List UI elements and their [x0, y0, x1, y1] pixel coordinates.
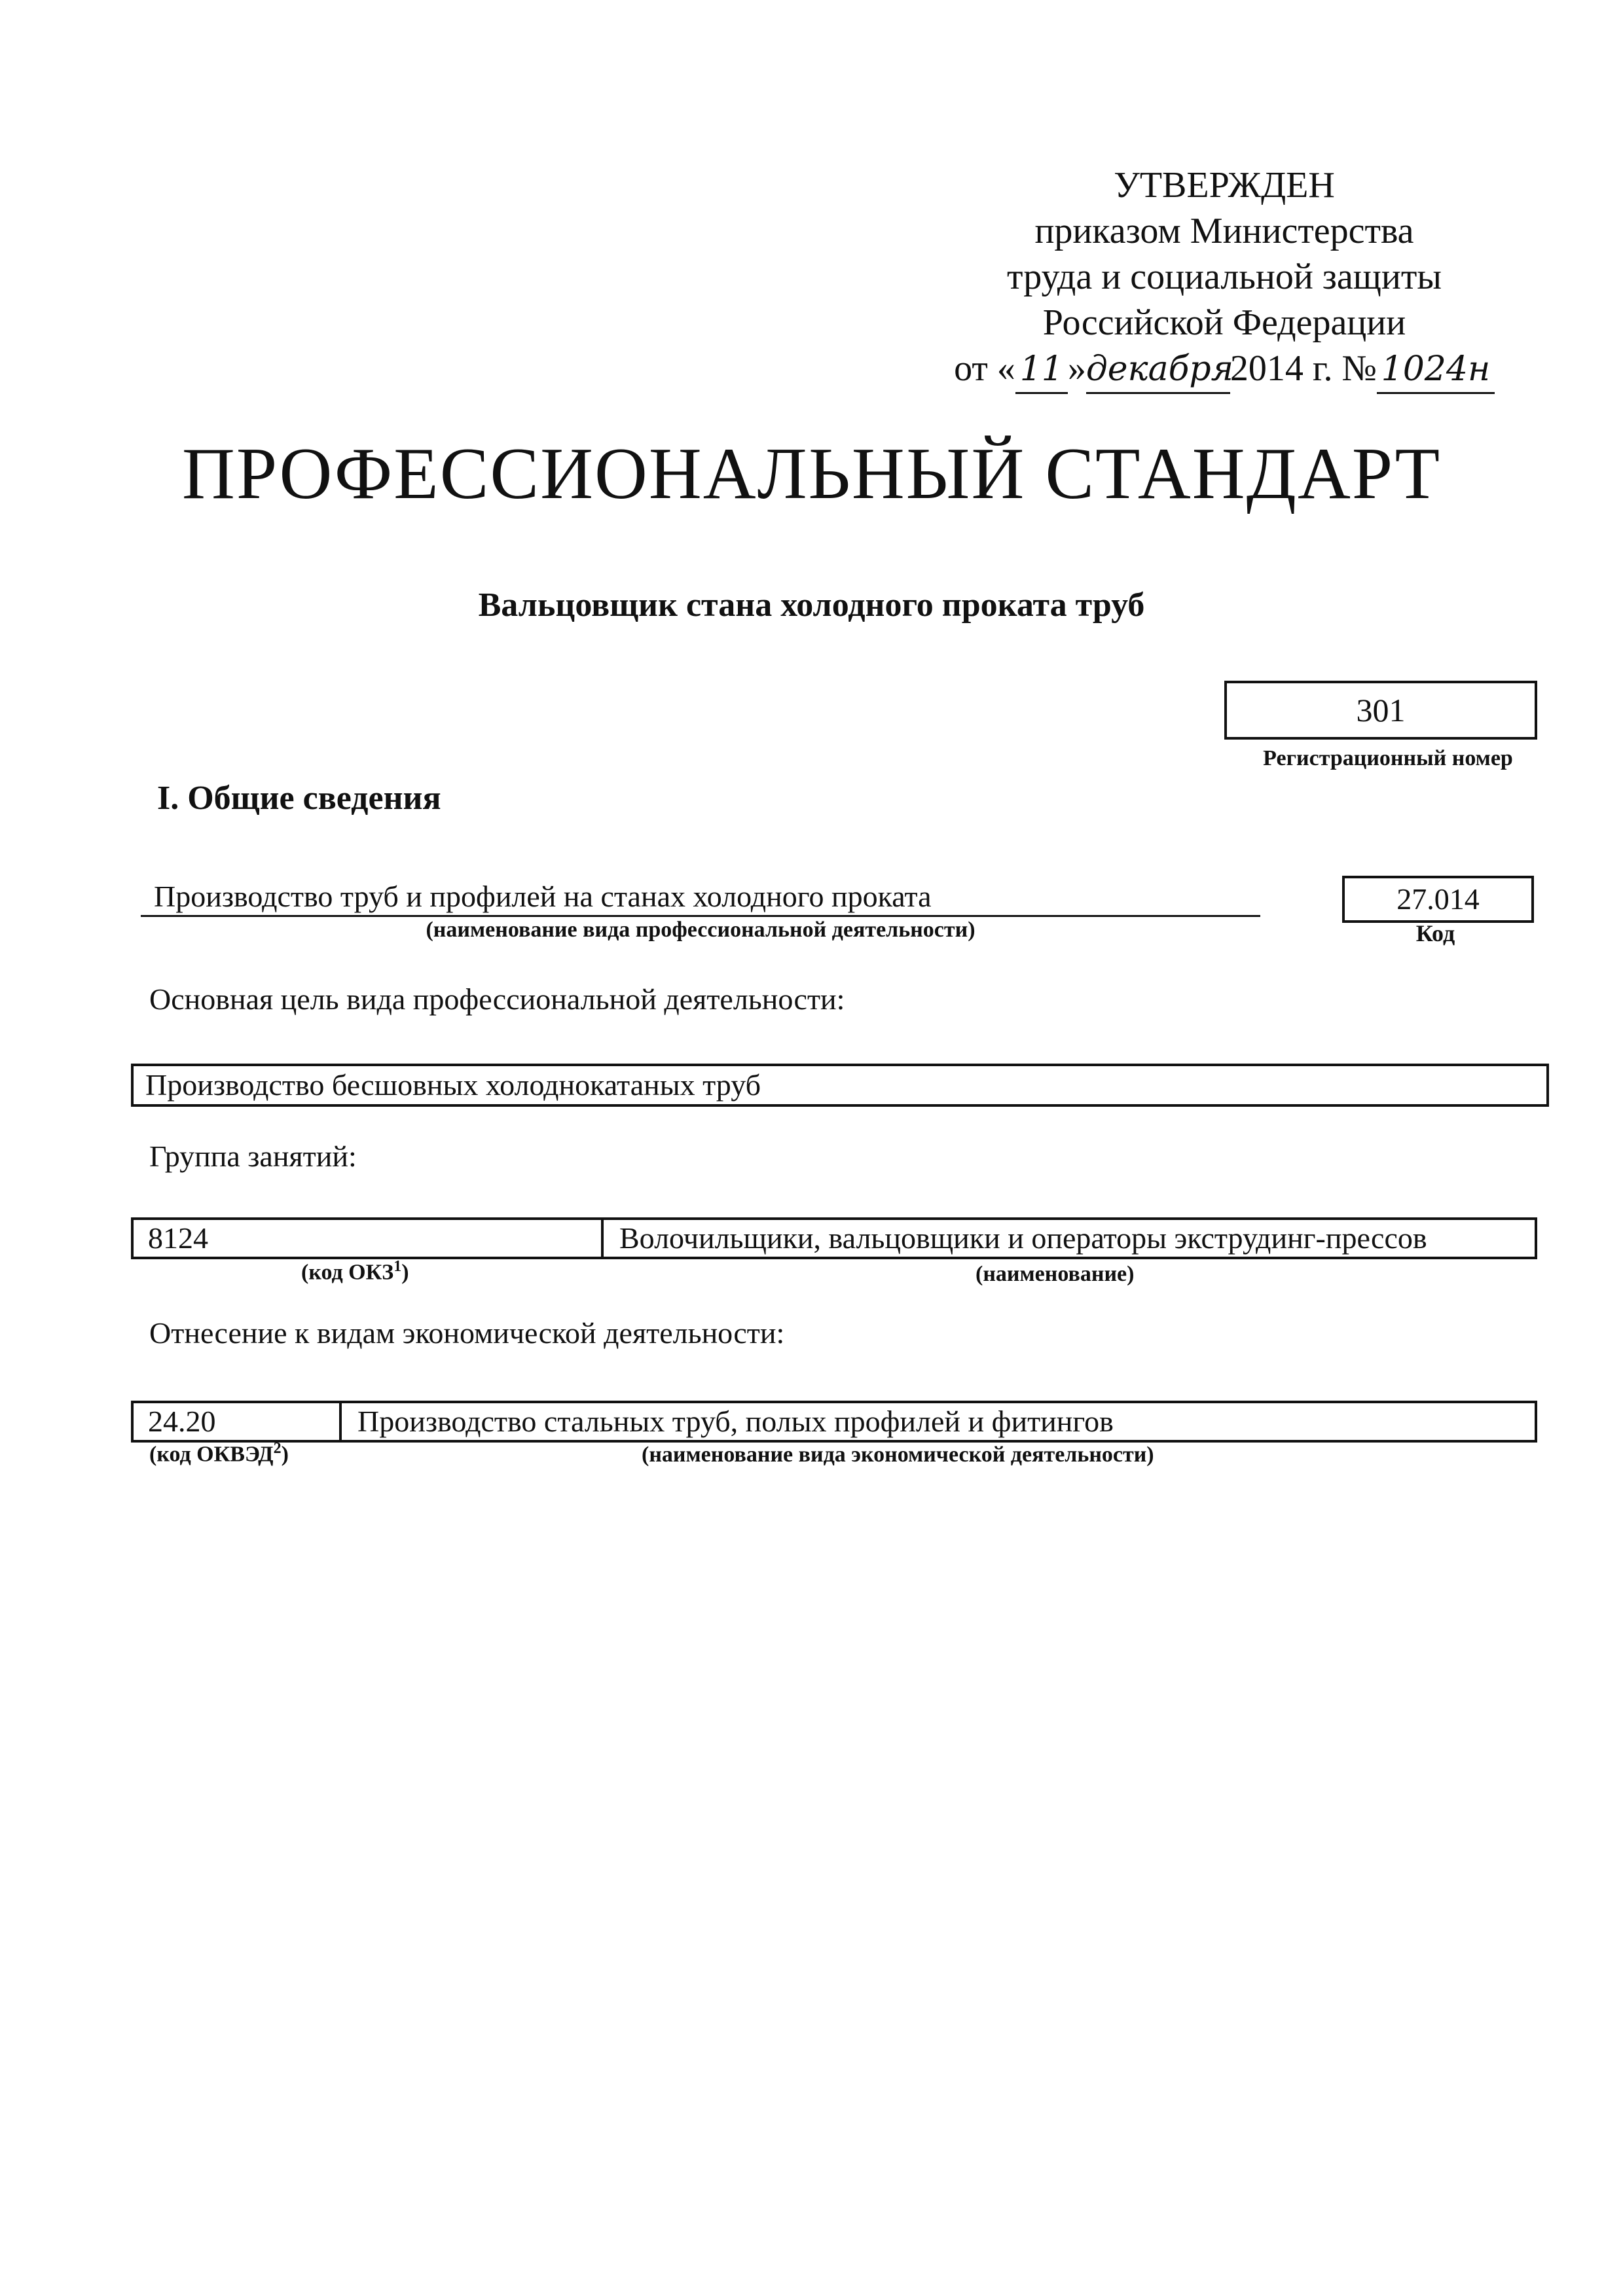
date-prefix: от « [954, 348, 1015, 389]
occupation-group-name: Волочильщики, вальцовщики и операторы экструдинг-прессов [619, 1221, 1427, 1255]
occupation-group-row [131, 1217, 1537, 1259]
okved-code-caption: (код ОКВЭД$^2$) [149, 1440, 289, 1467]
registration-number-caption: Регистрационный номер [1263, 746, 1513, 770]
document-title: ПРОФЕССИОНАЛЬНЫЙ СТАНДАРТ [182, 433, 1441, 514]
okz-code-caption: (код ОКЗ$^1$) [301, 1258, 409, 1285]
approval-block [917, 162, 1532, 394]
handwritten-order-number: 1024н [1377, 346, 1495, 394]
econ-activity-name-caption: (наименование вида экономической деятельности) [642, 1443, 1154, 1467]
footnote-1: 1 [393, 1258, 402, 1275]
okved-code: 24.20 [134, 1403, 342, 1440]
approval-title: УТВЕРЖДЕН [1114, 165, 1335, 206]
occupation-name-caption: (наименование) [976, 1262, 1135, 1286]
handwritten-day: 11 [1015, 346, 1068, 394]
goal-label: Основная цель вида профессиональной деятельности: [149, 982, 845, 1016]
profession-title: Вальцовщик стана холодного проката труб [478, 586, 1145, 624]
date-year: 2014 г. № [1230, 348, 1377, 389]
econ-activity-row [131, 1401, 1537, 1443]
handwritten-month: декабря [1086, 346, 1230, 394]
activity-name: Производство труб и профилей на станах холодного проката [141, 878, 1260, 917]
date-mid: » [1067, 348, 1086, 389]
group-label: Группа занятий: [149, 1139, 357, 1173]
approval-line-ministry: труда и социальной защиты [1007, 257, 1442, 297]
registration-number-box: 301 [1224, 681, 1537, 740]
activity-name-caption: (наименование вида профессиональной деятельности) [426, 918, 976, 942]
econ-activity-name: Производство стальных труб, полых профилей и фитингов [357, 1405, 1114, 1438]
activity-code-caption: Код [1415, 920, 1455, 946]
occupation-group-code: 8124 [134, 1220, 604, 1257]
section-heading: I. Общие сведения [157, 780, 441, 817]
footnote-2: 2 [273, 1440, 282, 1457]
econ-activity-label: Отнесение к видам экономической деятельности: [149, 1316, 785, 1350]
approval-date-line [917, 346, 1532, 394]
goal-value-box: Производство бесшовных холоднокатаных труб [131, 1064, 1549, 1107]
approval-line-order: приказом Министерства [1034, 211, 1414, 251]
activity-code-box: 27.014 [1342, 876, 1534, 923]
approval-line-federation: Российской Федерации [1042, 302, 1406, 343]
